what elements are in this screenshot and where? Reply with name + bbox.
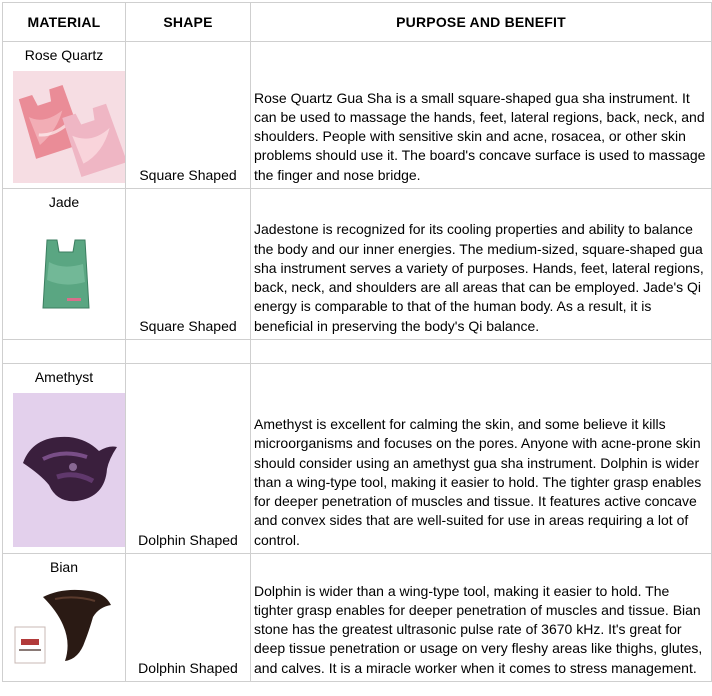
material-cell xyxy=(3,554,126,682)
material-cell xyxy=(3,42,126,189)
empty-cell xyxy=(251,340,712,364)
table-row xyxy=(3,189,712,340)
gua-sha-table xyxy=(2,2,712,682)
material-label: Rose Quartz xyxy=(24,47,104,63)
empty-cell xyxy=(3,340,126,364)
amethyst-image xyxy=(13,393,125,547)
material-cell xyxy=(3,189,126,340)
material-label: Amethyst xyxy=(34,369,94,385)
empty-cell xyxy=(126,340,251,364)
header-row xyxy=(3,3,712,42)
shape-cell: Square Shaped xyxy=(126,189,251,340)
table-row xyxy=(3,42,712,189)
bian-image xyxy=(3,577,126,673)
header-shape: SHAPE xyxy=(126,3,251,42)
header-purpose: PURPOSE AND BENEFIT xyxy=(251,3,712,42)
material-label: Jade xyxy=(48,194,80,210)
jade-image xyxy=(3,212,126,322)
empty-row xyxy=(3,340,712,364)
description-cell: Dolphin is wider than a wing-type tool, making it easier to hold. The tighter grasp enables for deeper penetration of muscles and tissue. Bian stone has the greatest ultrasonic pulse rate of 3670 kHz. It's great for deep tissue penetration or usage on very fleshy areas like thighs, glutes, and calves. It is a miracle worker when it comes to stress management. xyxy=(251,554,712,682)
shape-cell: Dolphin Shaped xyxy=(126,364,251,554)
material-label: Bian xyxy=(49,559,79,575)
description-cell: Jadestone is recognized for its cooling properties and ability to balance the body and our inner energies. The medium-sized, square-shaped gua sha instrument serves a variety of purposes. Hands, feet, lateral regions, back, neck, and shoulders are all areas that can be employed. Jade's Qi energy is comparable to that of the human body. As a result, it is beneficial in preserving the body's Qi balance. xyxy=(251,189,712,340)
shape-cell: Dolphin Shaped xyxy=(126,554,251,682)
table-row xyxy=(3,364,712,554)
material-cell xyxy=(3,364,126,554)
header-material: MATERIAL xyxy=(3,3,126,42)
table-row xyxy=(3,554,712,682)
rose-quartz-image xyxy=(13,71,125,183)
description-cell: Rose Quartz Gua Sha is a small square-shaped gua sha instrument. It can be used to massage the hands, feet, lateral regions, back, neck, and shoulders. People with sensitive skin and acne, rosacea, or other skin problems should use it. The board's concave surface is used to massage the finger and nose bridge. xyxy=(251,42,712,189)
shape-cell: Square Shaped xyxy=(126,42,251,189)
description-cell: Amethyst is excellent for calming the skin, and some believe it kills microorganisms and focuses on the pores. Anyone with acne-prone skin should consider using an amethyst gua sha instrument. Dolphin is wider than a wing-type tool, making it easier to hold. The tighter grasp enables for deeper penetration of muscles and tissue. It features active concave and convex sides that are well-suited for use in areas requiring a lot of control. xyxy=(251,364,712,554)
